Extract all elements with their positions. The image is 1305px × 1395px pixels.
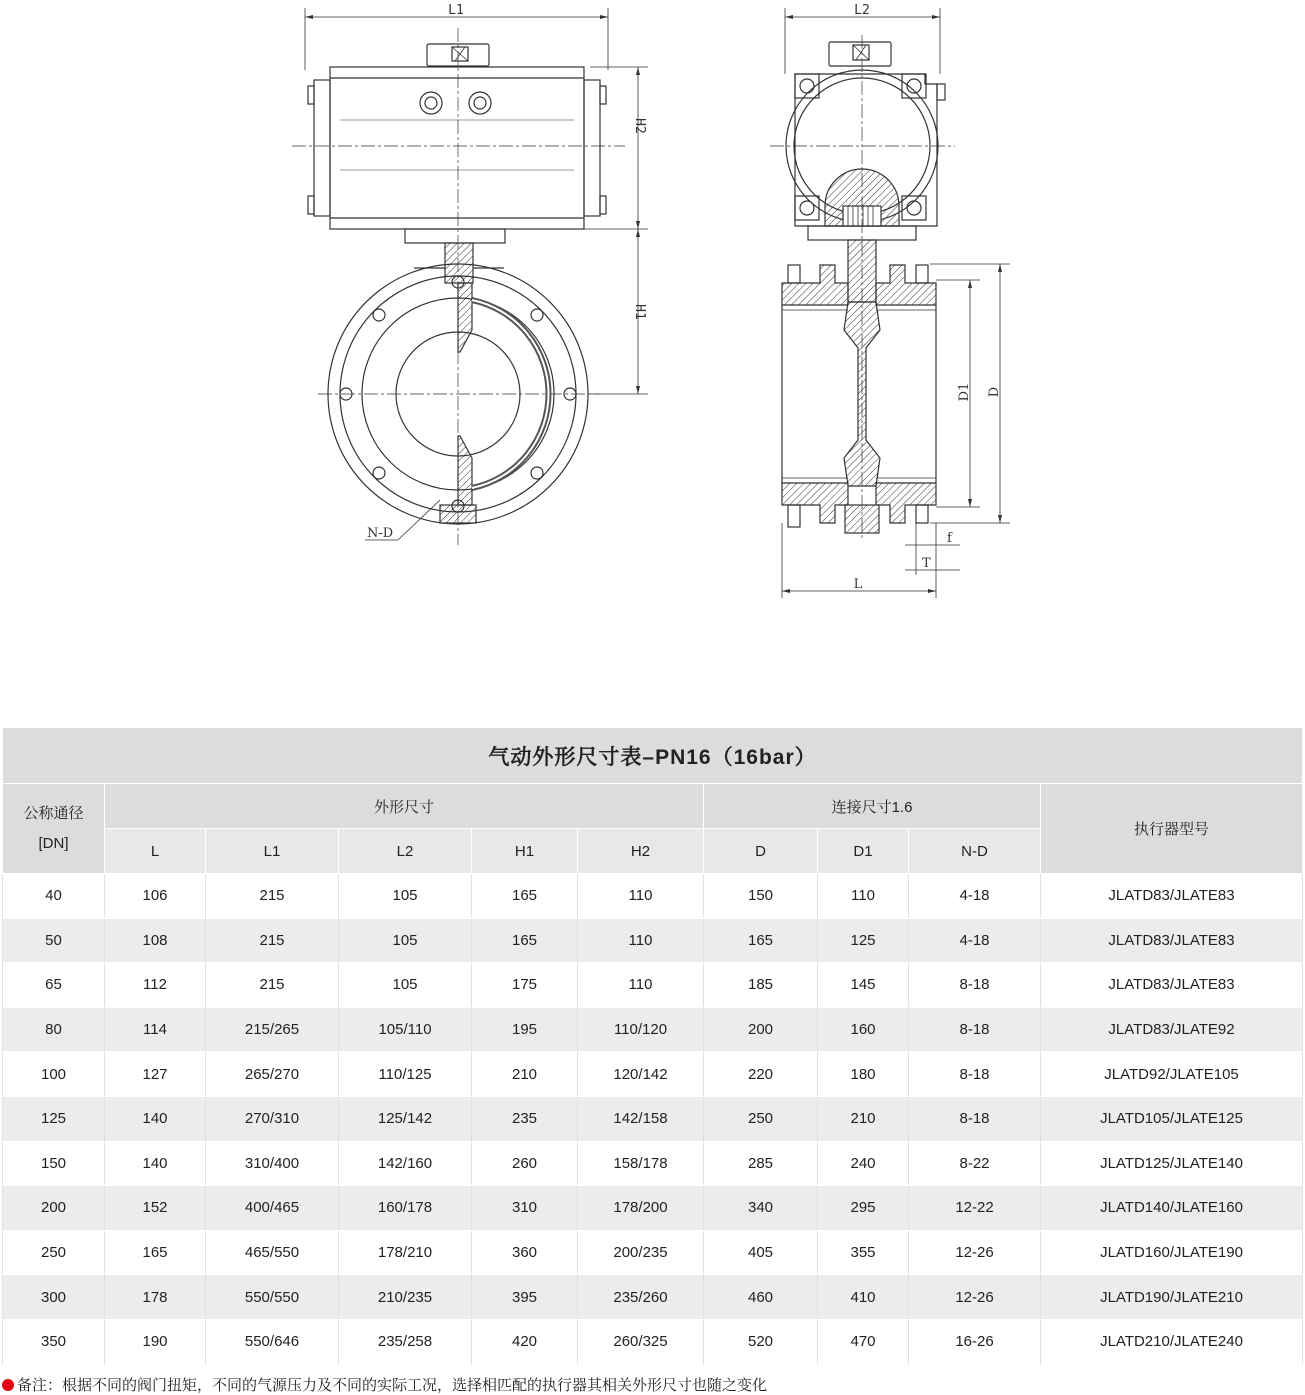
cell-l2: 142/160: [339, 1141, 472, 1186]
cell-nd: 8-18: [909, 1052, 1041, 1097]
cell-l2: 160/178: [339, 1186, 472, 1231]
cell-l: 190: [105, 1319, 206, 1364]
cell-h1: 360: [472, 1230, 578, 1275]
table-row: [3, 1319, 1303, 1364]
cell-actuator: JLATD160/JLATE190: [1041, 1230, 1303, 1275]
cell-d1: 295: [818, 1186, 909, 1231]
cell-d1: 470: [818, 1319, 909, 1364]
cell-l2: 105: [339, 918, 472, 963]
cell-nd: 8-18: [909, 963, 1041, 1008]
cell-nd: 12-26: [909, 1275, 1041, 1320]
col-header-h2: H2: [578, 829, 704, 874]
cell-l: 178: [105, 1275, 206, 1320]
table-title: 气动外形尺寸表–PN16（16bar）: [3, 728, 1303, 784]
cell-h2: 110/120: [578, 1007, 704, 1052]
cell-dn: 250: [3, 1230, 105, 1275]
cell-actuator: JLATD83/JLATE83: [1041, 963, 1303, 1008]
cell-l2: 105/110: [339, 1007, 472, 1052]
cell-l1: 215: [206, 918, 339, 963]
cell-h2: 178/200: [578, 1186, 704, 1231]
cell-d1: 355: [818, 1230, 909, 1275]
cell-dn: 350: [3, 1319, 105, 1364]
col-header-l1: L1: [206, 829, 339, 874]
cell-actuator: JLATD83/JLATE83: [1041, 918, 1303, 963]
cell-actuator: JLATD105/JLATE125: [1041, 1096, 1303, 1141]
cell-d1: 410: [818, 1275, 909, 1320]
cell-dn: 50: [3, 918, 105, 963]
cell-h2: 120/142: [578, 1052, 704, 1097]
cell-d: 460: [704, 1275, 818, 1320]
group-outer-dimensions: 外形尺寸: [105, 784, 704, 829]
cell-h1: 175: [472, 963, 578, 1008]
cell-l: 140: [105, 1141, 206, 1186]
cell-nd: 12-26: [909, 1230, 1041, 1275]
cell-d1: 125: [818, 918, 909, 963]
cell-nd: 4-18: [909, 874, 1041, 919]
table-row: [3, 918, 1303, 963]
cell-h2: 158/178: [578, 1141, 704, 1186]
cell-l1: 400/465: [206, 1186, 339, 1231]
dim-l1-label: L1: [448, 3, 464, 18]
cell-l: 140: [105, 1096, 206, 1141]
cell-nd: 8-18: [909, 1007, 1041, 1052]
cell-dn: 125: [3, 1096, 105, 1141]
table-row: [3, 1141, 1303, 1186]
dim-h1-label: H1: [632, 304, 647, 320]
cell-l: 106: [105, 874, 206, 919]
cell-l: 165: [105, 1230, 206, 1275]
col-header-d: D: [704, 829, 818, 874]
cell-l1: 465/550: [206, 1230, 339, 1275]
cell-dn: 200: [3, 1186, 105, 1231]
table-row: [3, 1052, 1303, 1097]
cell-actuator: JLATD83/JLATE83: [1041, 874, 1303, 919]
cell-nd: 12-22: [909, 1186, 1041, 1231]
col-header-l2: L2: [339, 829, 472, 874]
cell-l1: 270/310: [206, 1096, 339, 1141]
cell-h1: 210: [472, 1052, 578, 1097]
cell-nd: 4-18: [909, 918, 1041, 963]
cell-h2: 200/235: [578, 1230, 704, 1275]
table-row: [3, 1186, 1303, 1231]
cell-d: 150: [704, 874, 818, 919]
cell-h1: 195: [472, 1007, 578, 1052]
cell-h1: 165: [472, 874, 578, 919]
cell-l2: 210/235: [339, 1275, 472, 1320]
red-bullet-icon: [2, 1379, 14, 1391]
table-row: [3, 1096, 1303, 1141]
cell-l1: 310/400: [206, 1141, 339, 1186]
cell-l2: 105: [339, 874, 472, 919]
cell-h2: 110: [578, 874, 704, 919]
actuator-model-header: 执行器型号: [1041, 784, 1303, 874]
dim-l-label: L: [853, 577, 863, 592]
table-row: [3, 1275, 1303, 1320]
cell-l1: 265/270: [206, 1052, 339, 1097]
cell-d1: 180: [818, 1052, 909, 1097]
cell-l1: 215: [206, 874, 339, 919]
cell-h1: 235: [472, 1096, 578, 1141]
cell-h2: 110: [578, 918, 704, 963]
cell-actuator: JLATD92/JLATE105: [1041, 1052, 1303, 1097]
technical-drawing: [0, 0, 1305, 620]
dimension-table: [2, 727, 1303, 1365]
cell-d1: 210: [818, 1096, 909, 1141]
cell-nd: 16-26: [909, 1319, 1041, 1364]
dim-f-label: f: [947, 531, 952, 546]
table-body: [3, 874, 1303, 1365]
cell-h1: 395: [472, 1275, 578, 1320]
dn-header-line1: 公称通径: [23, 804, 84, 822]
col-header-nd: N-D: [909, 829, 1041, 874]
cell-h1: 420: [472, 1319, 578, 1364]
cell-d: 185: [704, 963, 818, 1008]
cell-h2: 260/325: [578, 1319, 704, 1364]
cell-d1: 240: [818, 1141, 909, 1186]
dim-t-label: T: [922, 556, 931, 571]
cell-dn: 65: [3, 963, 105, 1008]
table-row: [3, 1007, 1303, 1052]
cell-nd: 8-22: [909, 1141, 1041, 1186]
cell-l2: 125/142: [339, 1096, 472, 1141]
cell-l2: 105: [339, 963, 472, 1008]
dim-d-label: D: [987, 386, 1002, 398]
cell-h1: 165: [472, 918, 578, 963]
cell-dn: 100: [3, 1052, 105, 1097]
cell-actuator: JLATD190/JLATE210: [1041, 1275, 1303, 1320]
col-header-h1: H1: [472, 829, 578, 874]
cell-l1: 550/646: [206, 1319, 339, 1364]
cell-nd: 8-18: [909, 1096, 1041, 1141]
footnote: [2, 1374, 767, 1395]
col-header-l: L: [105, 829, 206, 874]
group-connection-dimensions: 连接尺寸1.6: [704, 784, 1041, 829]
cell-h2: 110: [578, 963, 704, 1008]
cell-l1: 550/550: [206, 1275, 339, 1320]
table-row: [3, 963, 1303, 1008]
side-view: [770, 3, 1010, 598]
cell-l2: 178/210: [339, 1230, 472, 1275]
cell-d: 520: [704, 1319, 818, 1364]
cell-d1: 145: [818, 963, 909, 1008]
cell-l2: 235/258: [339, 1319, 472, 1364]
front-view: [292, 3, 648, 545]
cell-d: 220: [704, 1052, 818, 1097]
cell-h2: 142/158: [578, 1096, 704, 1141]
cell-l: 114: [105, 1007, 206, 1052]
dim-l2-label: L2: [854, 3, 870, 18]
cell-h2: 235/260: [578, 1275, 704, 1320]
cell-d1: 110: [818, 874, 909, 919]
cell-h1: 260: [472, 1141, 578, 1186]
dim-nd-label: N-D: [367, 526, 394, 541]
cell-l: 108: [105, 918, 206, 963]
cell-d: 250: [704, 1096, 818, 1141]
cell-actuator: JLATD83/JLATE92: [1041, 1007, 1303, 1052]
cell-d: 200: [704, 1007, 818, 1052]
cell-actuator: JLATD210/JLATE240: [1041, 1319, 1303, 1364]
cell-dn: 300: [3, 1275, 105, 1320]
cell-actuator: JLATD125/JLATE140: [1041, 1141, 1303, 1186]
cell-d: 405: [704, 1230, 818, 1275]
cell-d: 285: [704, 1141, 818, 1186]
cell-actuator: JLATD140/JLATE160: [1041, 1186, 1303, 1231]
table-row: [3, 1230, 1303, 1275]
cell-l: 152: [105, 1186, 206, 1231]
dn-header-line2: [DN]: [38, 834, 69, 852]
cell-d1: 160: [818, 1007, 909, 1052]
table-row: [3, 874, 1303, 919]
cell-l2: 110/125: [339, 1052, 472, 1097]
dn-header: [3, 784, 105, 874]
cell-dn: 80: [3, 1007, 105, 1052]
dimension-table-wrapper: [2, 727, 1302, 1365]
cell-l: 127: [105, 1052, 206, 1097]
cell-d: 340: [704, 1186, 818, 1231]
cell-dn: 150: [3, 1141, 105, 1186]
footnote-text: 备注：根据不同的阀门扭矩，不同的气源压力及不同的实际工况，选择相匹配的执行器其相关外形尺寸也随之变化: [17, 1376, 768, 1394]
dim-h2-label: H2: [632, 118, 647, 134]
cell-l: 112: [105, 963, 206, 1008]
col-header-d1: D1: [818, 829, 909, 874]
cell-dn: 40: [3, 874, 105, 919]
cell-l1: 215/265: [206, 1007, 339, 1052]
cell-d: 165: [704, 918, 818, 963]
cell-l1: 215: [206, 963, 339, 1008]
cell-h1: 310: [472, 1186, 578, 1231]
dim-d1-label: D1: [957, 382, 972, 402]
